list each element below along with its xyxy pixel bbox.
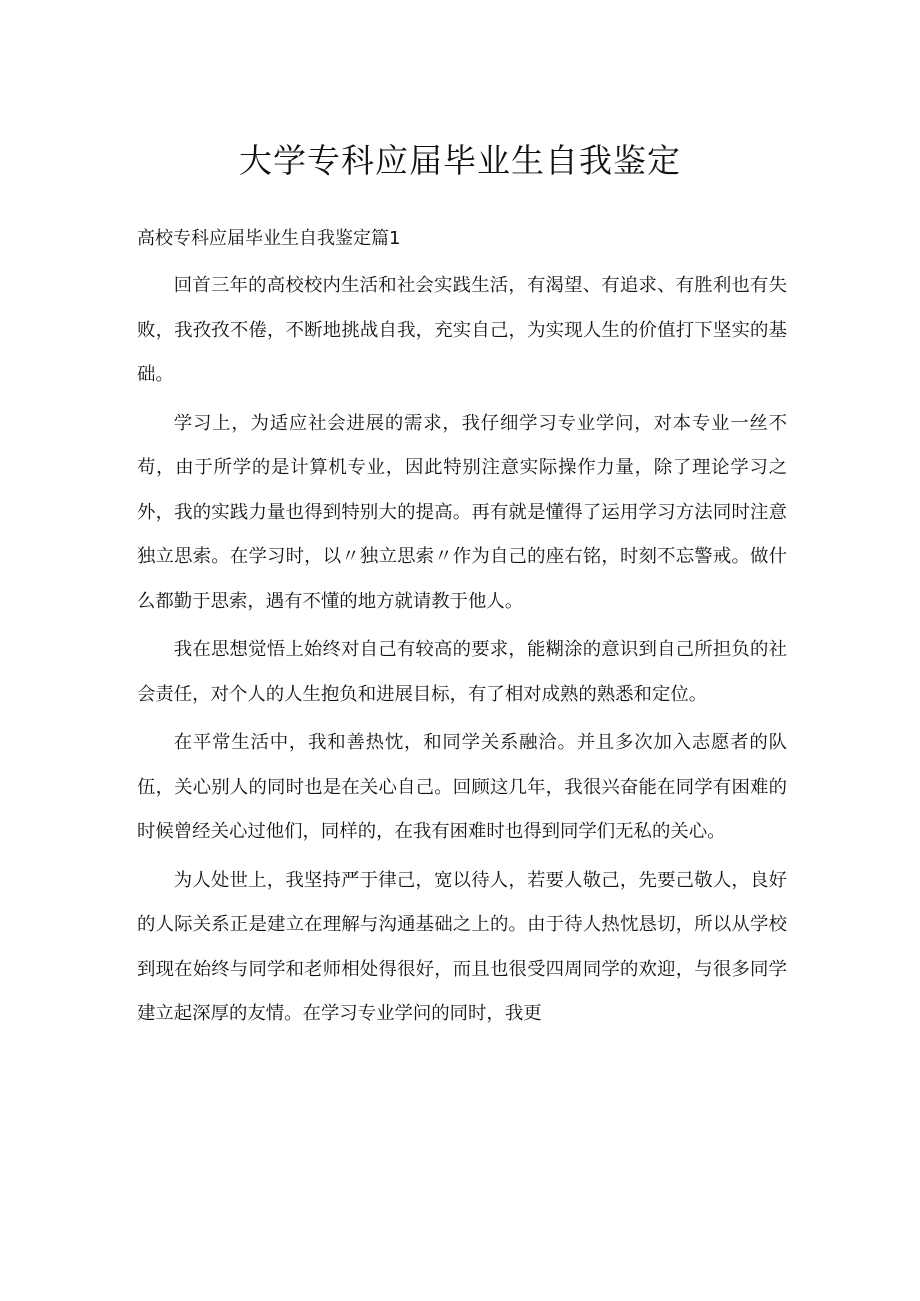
- paragraph-daily-life: 在平常生活中，我和善热忱，和同学关系融洽。并且多次加入志愿者的队伍，关心别人的同时也是在关心自己。回顾这几年，我很兴奋能在同学有困难的时候曾经关心过他们，同样的，在我有困难时也得到同学们无私的关心。: [137, 732, 787, 842]
- document-title: 大学专科应届毕业生自我鉴定: [239, 141, 681, 180]
- paragraph-thought: 我在思想觉悟上始终对自己有较高的要求，能糊涂的意识到自己所担负的社会责任，对个人的人生抱负和进展目标，有了相对成熟的熟悉和定位。: [137, 639, 787, 705]
- section-heading: 高校专科应届毕业生自我鉴定篇1: [137, 228, 401, 249]
- paragraph-conduct: 为人处世上，我坚持严于律己，宽以待人，若要人敬己，先要己敬人，良好的人际关系正是建立在理解与沟通基础之上的。由于待人热忱恳切，所以从学校到现在始终与同学和老师相处得很好，而且也很受四周同学的欢迎，与很多同学建立起深厚的友情。在学习专业学问的同时，我更: [137, 869, 787, 1024]
- paragraph-reflection: 回首三年的高校校内生活和社会实践生活，有渴望、有追求、有胜利也有失败，我孜孜不倦，不断地挑战自我，充实自己，为实现人生的价值打下坚实的基础。: [137, 275, 787, 385]
- paragraph-study: 学习上，为适应社会进展的需求，我仔细学习专业学问，对本专业一丝不苟，由于所学的是计算机专业，因此特别注意实际操作力量，除了理论学习之外，我的实践力量也得到特别大的提高。再有就是懂得了运用学习方法同时注意独立思索。在学习时，以〃独立思索〃作为自己的座右铭，时刻不忘警戒。做什么都勤于思索，遇有不懂的地方就请教于他人。: [137, 412, 787, 612]
- document-body: [137, 264, 787, 1041]
